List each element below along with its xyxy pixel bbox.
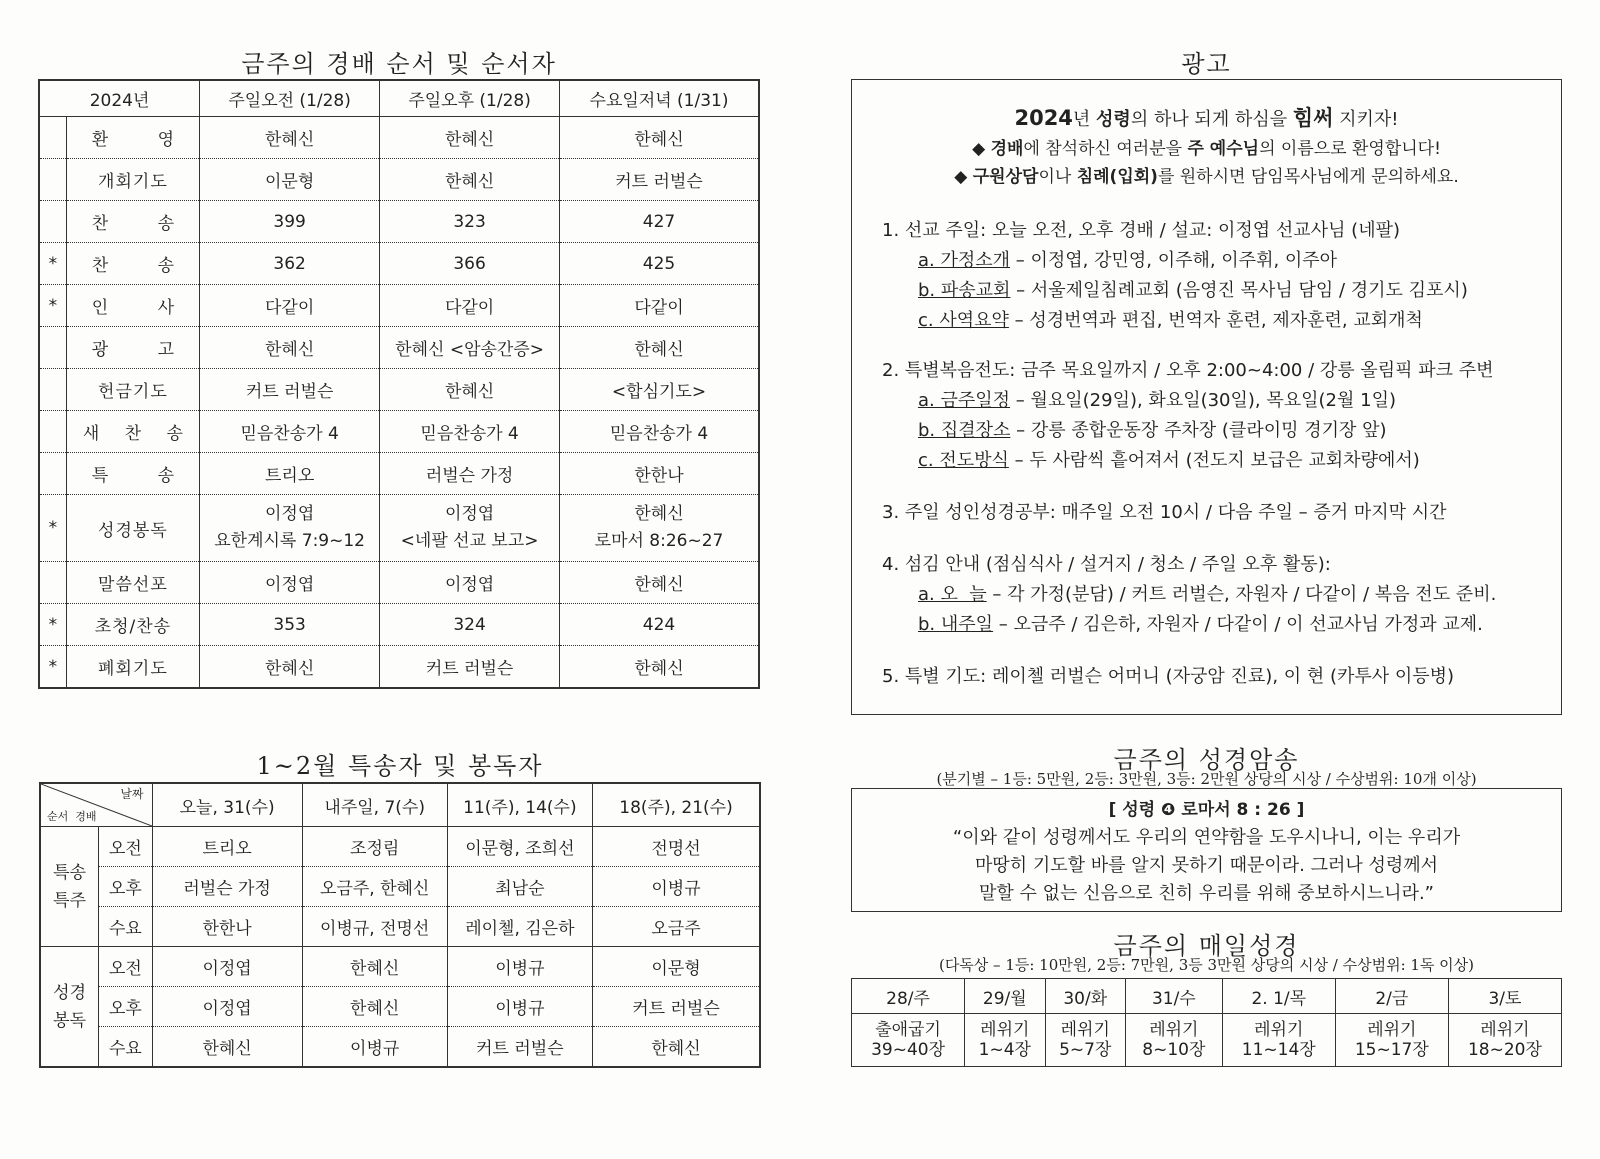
row-label: 새 찬 송 [66, 411, 199, 453]
row-label: 헌금기도 [66, 369, 199, 411]
diamond-icon: ◆ [954, 167, 968, 187]
star-mark [39, 562, 66, 604]
table-row [39, 562, 759, 604]
cell: 이정엽 [152, 987, 302, 1027]
table-row [40, 1027, 760, 1068]
star-mark: * [39, 646, 66, 689]
cell: 조정림 [302, 827, 447, 867]
ad-subitem: b. 내주일 – 오금주 / 김은하, 자원자 / 다같이 / 이 선교사님 가정과 교제. [918, 614, 1483, 635]
cell: 한혜신 [302, 947, 447, 987]
motto-line: 2024년 성령의 하나 되게 하심을 힘써 지키자! [1014, 106, 1399, 130]
cell: 한혜신 [560, 646, 759, 689]
day-header: 2/금 [1335, 979, 1448, 1014]
cell: 러벌슨 가정 [380, 453, 560, 495]
cell: 다같이 [560, 285, 759, 327]
cell: 한혜신 [560, 327, 759, 369]
ad-item-3: 3. 주일 성인성경공부: 매주일 오전 10시 / 다음 주일 – 증거 마지막 시간 [882, 502, 1447, 523]
header-date-1: 오늘, 31(수) [152, 783, 302, 827]
cell: 커트 러벌슨 [447, 1027, 592, 1068]
cell: 믿음찬송가 4 [200, 411, 380, 453]
table-row [39, 117, 759, 159]
cell: 한한나 [152, 907, 302, 947]
cell: 커트 러벌슨 [380, 646, 560, 689]
corner-top-label: 날짜 [120, 787, 144, 801]
cell: 오금주 [593, 907, 760, 947]
cell: 424 [560, 604, 759, 646]
table-row [39, 327, 759, 369]
cell: 커트 러벌슨 [593, 987, 760, 1027]
cell: 이정엽 <네팔 선교 보고> [380, 495, 560, 562]
header-date-2: 내주일, 7(수) [302, 783, 447, 827]
ad-title: 광고 [1181, 50, 1232, 78]
worship-order-table [38, 79, 760, 689]
cell: 한혜신 [200, 117, 380, 159]
cell: 다같이 [380, 285, 560, 327]
table-row [40, 947, 760, 987]
cell: 427 [560, 201, 759, 243]
star-mark [39, 159, 66, 201]
cell: 이정엽 [380, 562, 560, 604]
cell: 이병규 [447, 947, 592, 987]
cell: 이정엽 요한계시록 7:9~12 [200, 495, 380, 562]
cell: 레이첼, 김은하 [447, 907, 592, 947]
cell: 이병규 [593, 867, 760, 907]
table-header-row [852, 979, 1562, 1014]
cell: 425 [560, 243, 759, 285]
reading-cell: 레위기 11~14장 [1222, 1014, 1335, 1067]
daily-title: 금주의 매일성경 [1113, 932, 1300, 960]
announcement-box [851, 79, 1562, 715]
reading-cell: 레위기 5~7장 [1045, 1014, 1125, 1067]
memory-subtitle: (분기별 – 1등: 5만원, 2등: 3만원, 3등: 2만원 상당의 시상 / 수상범위: 10개 이상) [936, 770, 1477, 788]
row-label: 폐회기도 [66, 646, 199, 689]
service-label: 오전 [99, 947, 152, 987]
row-label: 찬 송 [66, 243, 199, 285]
cell: 커트 러벌슨 [200, 369, 380, 411]
cell: 한혜신 [593, 1027, 760, 1068]
diamond-icon: ◆ [972, 139, 986, 159]
special-title: 1~2월 특송자 및 봉독자 [256, 752, 544, 780]
service-label: 수요 [99, 1027, 152, 1068]
day-header: 2. 1/목 [1222, 979, 1335, 1014]
daily-bible-table [851, 978, 1562, 1067]
header-date-4: 18(주), 21(수) [593, 783, 760, 827]
ad-item-2: 2. 특별복음전도: 금주 목요일까지 / 오후 2:00~4:00 / 강릉 올림픽 파크 주변 [882, 360, 1494, 381]
ad-item-5: 5. 특별 기도: 레이첼 러벌슨 어머니 (자궁암 진료), 이 현 (카투사 이등병) [882, 666, 1455, 687]
memory-verse-box [851, 788, 1562, 912]
cell: 최남순 [447, 867, 592, 907]
header-date-3: 11(주), 14(수) [447, 783, 592, 827]
table-row [39, 646, 759, 689]
header-wed-pm: 수요일저녁 (1/31) [560, 80, 759, 117]
verse-line: 말할 수 없는 신음으로 친히 우리를 위해 중보하시느니라.” [978, 883, 1435, 904]
star-mark [39, 369, 66, 411]
star-mark: * [39, 495, 66, 562]
table-row [40, 827, 760, 867]
table-row [40, 907, 760, 947]
row-label: 말씀선포 [66, 562, 199, 604]
row-label: 찬 송 [66, 201, 199, 243]
ad-item-4: 4. 섬김 안내 (점심식사 / 설거지 / 청소 / 주일 오후 활동): [882, 554, 1331, 575]
ad-subitem: c. 사역요약 – 성경번역과 편집, 번역자 훈련, 제자훈련, 교회개척 [918, 310, 1423, 331]
corner-bottom-label: 순서 경배 [47, 810, 97, 823]
cell: 362 [200, 243, 380, 285]
row-label: 인 사 [66, 285, 199, 327]
ad-subitem: a. 가정소개 – 이정엽, 강민영, 이주해, 이주휘, 이주아 [918, 250, 1338, 271]
header-sun-am: 주일오전 (1/28) [200, 80, 380, 117]
ad-subitem: a. 오 늘 – 각 가정(분담) / 커트 러벌슨, 자원자 / 다같이 / 복음 전도 준비. [918, 584, 1497, 605]
row-label: 개회기도 [66, 159, 199, 201]
ad-subitem: c. 전도방식 – 두 사람씩 흩어져서 (전도지 보급은 교회차량에서) [918, 450, 1420, 471]
verse-reference: [ 성령 ❹ 로마서 8 : 26 ] [1108, 800, 1305, 820]
day-header: 28/주 [852, 979, 965, 1014]
table-header-row [40, 783, 760, 827]
cell: 한혜신 [152, 1027, 302, 1068]
cell: 믿음찬송가 4 [560, 411, 759, 453]
order-title: 금주의 경배 순서 및 순서자 [241, 50, 557, 78]
day-header: 31/수 [1125, 979, 1222, 1014]
cell: 한혜신 [380, 369, 560, 411]
reading-cell: 레위기 15~17장 [1335, 1014, 1448, 1067]
row-label: 환 영 [66, 117, 199, 159]
header-year: 2024년 [39, 80, 200, 117]
ad-item-1: 1. 선교 주일: 오늘 오전, 오후 경배 / 설교: 이정엽 선교사님 (네팔) [882, 220, 1400, 241]
cell: 한혜신 [200, 327, 380, 369]
cell: 한혜신 로마서 8:26~27 [560, 495, 759, 562]
verse-line: “이와 같이 성령께서도 우리의 연약함을 도우시나니, 이는 우리가 [952, 827, 1461, 848]
cell: <합심기도> [560, 369, 759, 411]
reading-cell: 출애굽기 39~40장 [852, 1014, 965, 1067]
ad-subitem: a. 금주일정 – 월요일(29일), 화요일(30일), 목요일(2월 1일) [918, 390, 1396, 411]
table-row [39, 201, 759, 243]
cell: 이문형 [593, 947, 760, 987]
table-row [40, 867, 760, 907]
row-label: 성경봉독 [66, 495, 199, 562]
cell: 한한나 [560, 453, 759, 495]
group-label: 성경 봉독 [40, 947, 99, 1068]
row-label: 광 고 [66, 327, 199, 369]
cell: 트리오 [200, 453, 380, 495]
row-label: 특 송 [66, 453, 199, 495]
memory-title: 금주의 성경암송 [1113, 746, 1300, 774]
cell: 353 [200, 604, 380, 646]
star-mark: * [39, 285, 66, 327]
table-row [39, 243, 759, 285]
cell: 366 [380, 243, 560, 285]
cell: 이병규 [447, 987, 592, 1027]
table-row [40, 987, 760, 1027]
table-row [39, 159, 759, 201]
reading-cell: 레위기 1~4장 [965, 1014, 1045, 1067]
cell: 한혜신 [200, 646, 380, 689]
cell: 399 [200, 201, 380, 243]
cell: 커트 러벌슨 [560, 159, 759, 201]
service-label: 수요 [99, 907, 152, 947]
cell: 한혜신 [302, 987, 447, 1027]
verse-line: 마땅히 기도할 바를 알지 못하기 때문이라. 그러나 성령께서 [974, 855, 1439, 876]
table-row [39, 285, 759, 327]
corner-cell [40, 783, 152, 827]
service-label: 오후 [99, 867, 152, 907]
cell: 믿음찬송가 4 [380, 411, 560, 453]
table-row [39, 495, 759, 562]
star-mark: * [39, 604, 66, 646]
cell: 러벌슨 가정 [152, 867, 302, 907]
cell: 323 [380, 201, 560, 243]
cell: 324 [380, 604, 560, 646]
table-row [39, 369, 759, 411]
cell: 한혜신 [380, 117, 560, 159]
cell: 이병규 [302, 1027, 447, 1068]
cell: 전명선 [593, 827, 760, 867]
group-label: 특송 특주 [40, 827, 99, 947]
counsel-line: ◆ 구원상담이나 침례(입회)를 원하시면 담임목사님에게 문의하세요. [954, 167, 1459, 187]
table-row [39, 453, 759, 495]
cell: 이정엽 [152, 947, 302, 987]
star-mark [39, 453, 66, 495]
cell: 트리오 [152, 827, 302, 867]
cell: 이문형 [200, 159, 380, 201]
cell: 한혜신 <암송간증> [380, 327, 560, 369]
special-music-table [39, 782, 761, 1068]
cell: 다같이 [200, 285, 380, 327]
header-sun-pm: 주일오후 (1/28) [380, 80, 560, 117]
star-mark [39, 201, 66, 243]
cell: 이병규, 전명선 [302, 907, 447, 947]
service-label: 오전 [99, 827, 152, 867]
cell: 한혜신 [560, 562, 759, 604]
ad-subitem: b. 파송교회 – 서울제일침례교회 (음영진 목사님 담임 / 경기도 김포시) [918, 280, 1468, 301]
day-header: 30/화 [1045, 979, 1125, 1014]
cell: 한혜신 [380, 159, 560, 201]
star-mark [39, 117, 66, 159]
daily-subtitle: (다독상 – 1등: 10만원, 2등: 7만원, 3등 3만원 상당의 시상 / 수상범위: 1독 이상) [938, 956, 1475, 974]
table-row [39, 411, 759, 453]
cell: 이정엽 [200, 562, 380, 604]
day-header: 3/토 [1448, 979, 1561, 1014]
star-mark [39, 327, 66, 369]
cell: 한혜신 [560, 117, 759, 159]
star-mark: * [39, 243, 66, 285]
star-mark [39, 411, 66, 453]
day-header: 29/월 [965, 979, 1045, 1014]
ad-subitem: b. 집결장소 – 강릉 종합운동장 주차장 (클라이밍 경기장 앞) [918, 420, 1387, 441]
reading-cell: 레위기 8~10장 [1125, 1014, 1222, 1067]
cell: 이문형, 조희선 [447, 827, 592, 867]
row-label: 초청/찬송 [66, 604, 199, 646]
table-header-row [39, 80, 759, 117]
cell: 오금주, 한혜신 [302, 867, 447, 907]
reading-cell: 레위기 18~20장 [1448, 1014, 1561, 1067]
table-row [852, 1014, 1562, 1067]
service-label: 오후 [99, 987, 152, 1027]
table-row [39, 604, 759, 646]
welcome-line: ◆ 경배에 참석하신 여러분을 주 예수님의 이름으로 환영합니다! [972, 139, 1441, 159]
